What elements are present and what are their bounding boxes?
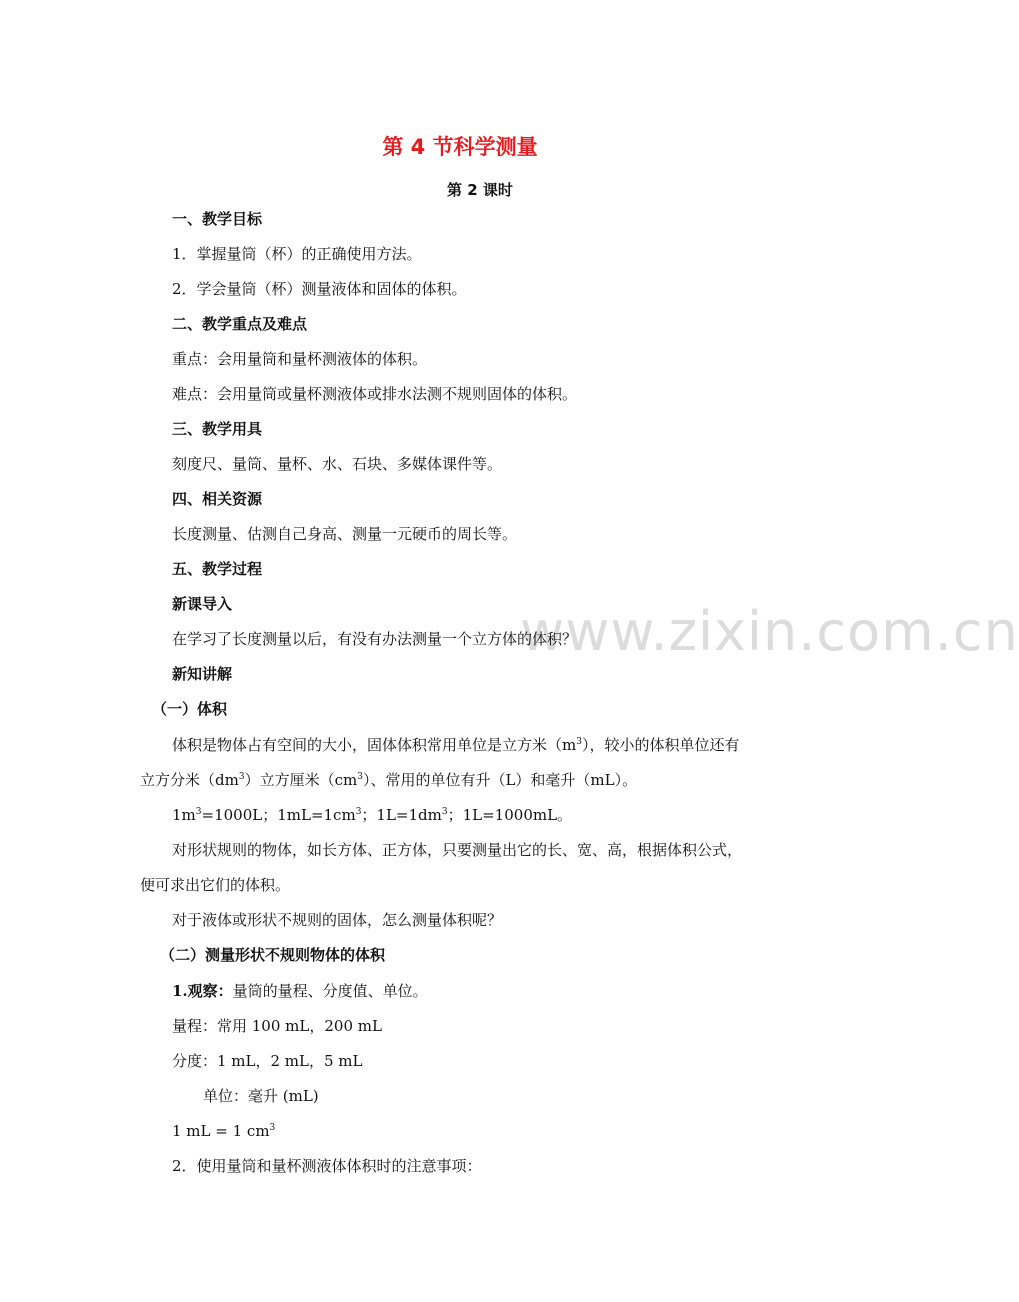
- paragraph: 单位：毫升 (mL): [203, 1087, 319, 1105]
- section-heading: 三、教学用具: [172, 420, 263, 438]
- observe-label: 1.观察：: [172, 982, 233, 1000]
- paragraph: 1．掌握量筒（杯）的正确使用方法。: [172, 245, 422, 263]
- document-title: 第 4 节科学测量: [382, 135, 538, 159]
- paragraph: 刻度尺、量筒、量杯、水、石块、多媒体课件等。: [172, 455, 503, 473]
- paragraph: 便可求出它们的体积。: [140, 876, 291, 894]
- section-heading: 一、教学目标: [172, 210, 263, 228]
- paragraph: 量程：常用 100 mL，200 mL: [172, 1017, 382, 1035]
- text-run: 1m: [172, 806, 196, 824]
- watermark: www.zixin.com.cn: [520, 600, 1019, 663]
- text-run: =1000L；1mL=1cm: [201, 806, 356, 824]
- sub-heading: 新课导入: [172, 595, 233, 613]
- text-run: ；1L=1dm: [361, 806, 442, 824]
- text-run: 1 mL = 1 cm: [172, 1122, 270, 1140]
- equation-line: [172, 805, 572, 825]
- paragraph: [172, 735, 739, 755]
- superscript: 3: [238, 772, 245, 782]
- section-heading: 四、相关资源: [172, 490, 263, 508]
- superscript: 3: [357, 772, 363, 782]
- paragraph: 在学习了长度测量以后，有没有办法测量一个立方体的体积？: [172, 630, 578, 648]
- equation-line: [172, 1121, 275, 1141]
- superscript: 3: [441, 807, 448, 817]
- sub-heading: 新知讲解: [172, 665, 233, 683]
- text-run: 体积是物体占有空间的大小，固体体积常用单位是立方米（m: [172, 736, 577, 754]
- paragraph: [140, 770, 637, 790]
- text-run: ；1L=1000mL。: [447, 806, 573, 824]
- paragraph: 对于液体或形状不规则的固体，怎么测量体积呢？: [172, 911, 503, 929]
- section-heading: 二、教学重点及难点: [172, 315, 308, 333]
- superscript: 3: [195, 807, 202, 817]
- text-run: ），较小的体积单位还有: [581, 736, 740, 754]
- paragraph: 长度测量、估测自己身高、测量一元硬币的周长等。: [172, 525, 518, 543]
- sub-heading: （一）体积: [152, 700, 228, 718]
- text-run: 量筒的量程、分度值、单位。: [232, 982, 428, 1000]
- superscript: 3: [576, 737, 582, 747]
- paragraph: 2．学会量筒（杯）测量液体和固体的体积。: [172, 280, 467, 298]
- paragraph: 难点：会用量筒或量杯测液体或排水法测不规则固体的体积。: [172, 385, 578, 403]
- paragraph: 2．使用量筒和量杯测液体体积时的注意事项：: [172, 1157, 482, 1175]
- paragraph: [172, 981, 428, 1001]
- text-run: ）立方厘米（cm: [244, 771, 358, 789]
- sub-heading: （二）测量形状不规则物体的体积: [160, 946, 386, 964]
- paragraph: 对形状规则的物体，如长方体、正方体，只要测量出它的长、宽、高，根据体积公式，: [172, 841, 743, 859]
- superscript: 3: [269, 1123, 276, 1133]
- paragraph: 重点：会用量筒和量杯测液体的体积。: [172, 350, 428, 368]
- section-heading: 五、教学过程: [172, 560, 263, 578]
- text-run: 立方分米（dm: [140, 771, 239, 789]
- paragraph: 分度：1 mL，2 mL，5 mL: [172, 1052, 363, 1070]
- document-subtitle: 第 2 课时: [447, 181, 513, 199]
- text-run: ）、常用的单位有升（L）和毫升（mL）。: [362, 771, 638, 789]
- superscript: 3: [355, 807, 362, 817]
